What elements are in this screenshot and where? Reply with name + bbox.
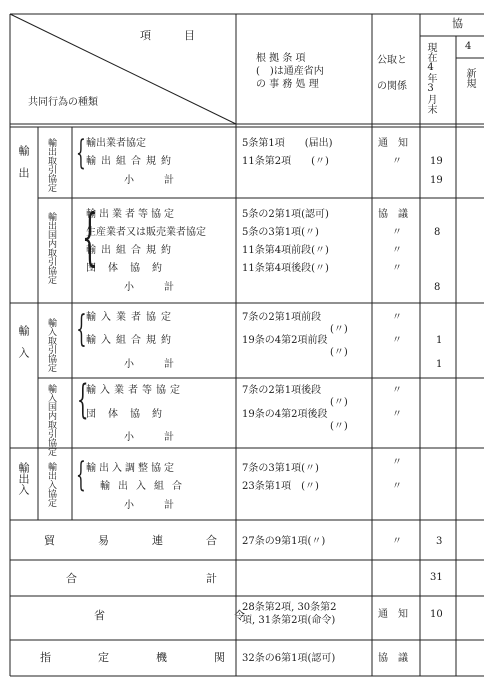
row-basis: 19条の4第2項前段 [242, 335, 328, 346]
brace: { [76, 377, 89, 423]
footer-current: 31 [430, 572, 443, 583]
row-item: 団体協約 [86, 263, 174, 274]
header-basis-1: 根 拠 条 項 [256, 53, 306, 64]
row-basis-2: (〃) [330, 421, 348, 432]
row-basis: 11条第4項前段(〃) [242, 245, 329, 256]
row-basis: 7条の2第1項前段 [242, 312, 322, 323]
subgroup-export-trader: 輸出取引協定 [46, 138, 56, 192]
footer-relation: 協 議 [378, 653, 408, 664]
footer-item: 合 計 [66, 572, 241, 585]
row-item: 輸出業者協定 [86, 138, 146, 149]
footer-basis: 27条の9第1項(〃) [242, 536, 326, 547]
row-basis: 7条の2第1項後段 [242, 385, 322, 396]
subgroup-import-trader: 輸入取引協定 [46, 318, 56, 372]
row-item-subtotal: 小 計 [124, 359, 174, 370]
footer-current: 3 [436, 536, 443, 547]
group-export: 輸 出 [17, 145, 30, 178]
header-item: 項 目 [140, 29, 195, 42]
row-current: 19 [430, 175, 443, 186]
row-relation: 〃 [392, 335, 402, 346]
footer-relation: 通 知 [378, 609, 408, 620]
row-relation: 通 知 [378, 138, 408, 149]
row-basis: 5条の3第1項(〃) [242, 227, 319, 238]
header-basis-2: ( )は通産省内 [256, 66, 324, 77]
header-relation-1: 公取と [377, 55, 407, 66]
header-top-right: 協 [452, 17, 463, 30]
row-basis: 5条の2第1項(認可) [242, 209, 329, 220]
footer-item: 省 令 [94, 609, 269, 622]
footer-basis-2: 項, 31条第2項(命令) [242, 615, 336, 626]
header-num: 4 [465, 41, 472, 52]
row-item-subtotal: 小 計 [124, 432, 174, 443]
subgroup-import-domestic: 輸入国内取引協定 [46, 384, 56, 456]
row-current: 1 [436, 359, 443, 370]
row-item: 輸出業者等協定 [86, 209, 177, 220]
row-item: 輸入組合規約 [86, 335, 176, 346]
header-type: 共同行為の種類 [28, 97, 98, 108]
row-basis: 5条第1項 (届出) [242, 138, 333, 149]
group-export-import: 輸出入 [17, 462, 30, 495]
row-relation: 協 議 [378, 209, 408, 220]
header-relation-2: の関係 [377, 81, 407, 92]
row-item: 輸出入組合 [100, 481, 190, 492]
row-relation: 〃 [392, 263, 402, 274]
footer-relation: 〃 [392, 536, 402, 547]
footer-item: 貿 易 連 合 [44, 534, 233, 547]
row-basis-2: (〃) [330, 347, 348, 358]
row-item: 輸出組合規約 [86, 245, 176, 256]
row-current: 8 [434, 227, 441, 238]
row-relation: 〃 [392, 312, 402, 323]
footer-current: 10 [430, 609, 443, 620]
row-basis: 19条の4第2項後段 [242, 409, 328, 420]
row-basis-2: (〃) [330, 324, 348, 335]
subgroup-ei: 輸出入協定 [46, 462, 56, 507]
group-import: 輸 入 [17, 325, 30, 358]
row-item-subtotal: 小 計 [124, 175, 174, 186]
row-item: 輸出組合規約 [86, 156, 176, 167]
row-basis: 23条第1項 (〃) [242, 481, 319, 492]
row-relation: 〃 [392, 457, 402, 468]
row-relation: 〃 [392, 227, 402, 238]
row-current: 19 [430, 156, 443, 167]
row-relation: 〃 [392, 245, 402, 256]
row-item: 輸出入調整協定 [86, 463, 177, 474]
row-relation: 〃 [392, 481, 402, 492]
footer-item: 指 定 機 関 [40, 651, 243, 664]
brace: { [76, 309, 87, 350]
row-current: 1 [436, 335, 443, 346]
row-relation: 〃 [392, 409, 402, 420]
header-current: 現在4年3月末 [425, 42, 436, 114]
brace: { [75, 133, 86, 173]
row-item-subtotal: 小 計 [124, 282, 174, 293]
header-basis-3: の 事 務 処 理 [256, 79, 319, 90]
row-item-subtotal: 小 計 [124, 500, 174, 511]
header-new: 新規 [464, 68, 475, 88]
brace: { [75, 455, 86, 495]
row-relation: 〃 [392, 385, 402, 396]
row-basis: 11条第2項 (〃) [242, 156, 329, 167]
row-relation: 〃 [392, 156, 402, 167]
footer-basis: 28条第2項, 30条第2 [242, 602, 337, 613]
row-item: 輸入業者協定 [86, 312, 176, 323]
row-current: 8 [434, 282, 441, 293]
row-item: 生産業者又は販売業者協定 [86, 227, 206, 238]
row-basis-2: (〃) [330, 397, 348, 408]
row-basis: 7条の3第1項(〃) [242, 463, 319, 474]
subgroup-export-domestic: 輸出国内取引協定 [46, 212, 56, 284]
row-item: 輸入業者等協定 [86, 385, 184, 396]
row-basis: 11条第4項後段(〃) [242, 263, 329, 274]
row-item: 団体協約 [86, 409, 174, 420]
brace: { [81, 200, 98, 273]
footer-basis: 32条の6第1項(認可) [242, 653, 336, 664]
